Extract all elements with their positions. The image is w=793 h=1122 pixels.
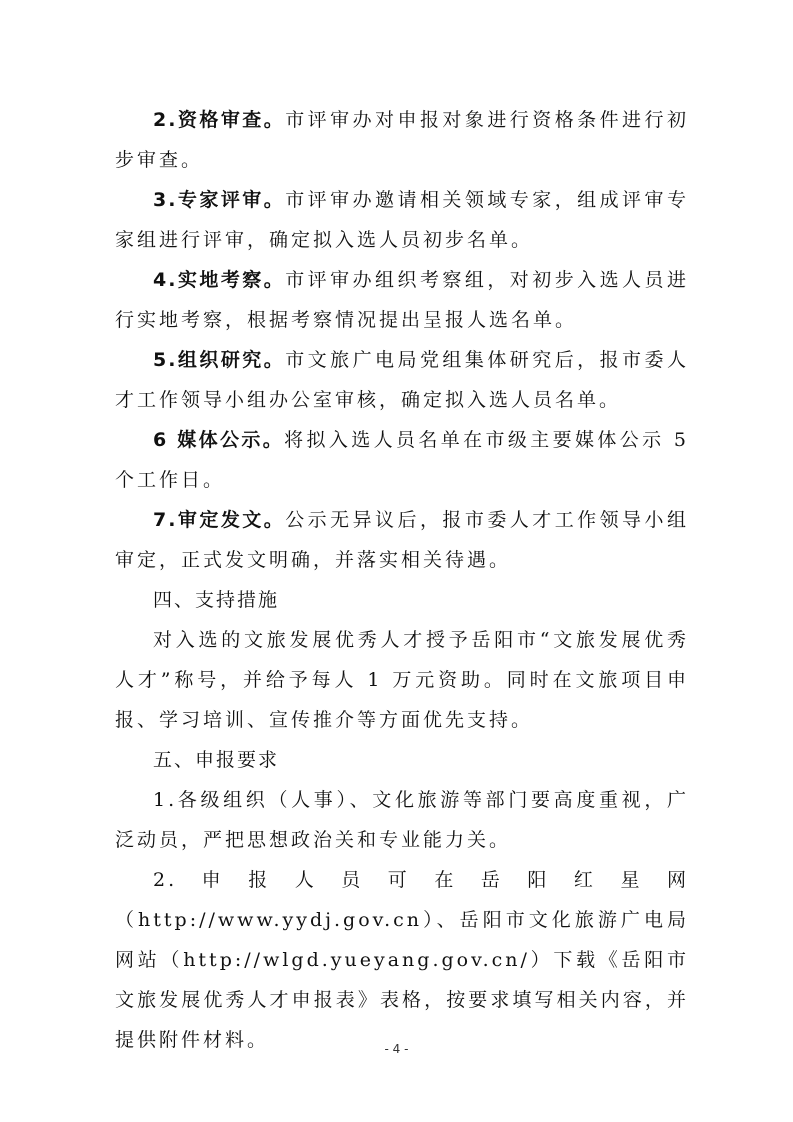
step-text: 市评审办对申报对象进行资格条件进行初步审查。 [115,109,689,171]
step-number: 3. [153,189,178,211]
step-title: 专家评审。 [177,189,286,211]
section-heading-support: 四、支持措施 [153,589,280,611]
step-text: 市评审办组织考察组，对初步入选人员进行实地考察，根据考察情况提出呈报人选名单。 [115,269,689,331]
procedure-step-3 [115,180,689,260]
step-number: 4. [153,269,178,291]
document-body [115,100,689,1060]
step-text: 市评审办邀请相关领域专家，组成评审专家组进行评审，确定拟入选人员初步名单。 [115,189,689,251]
step-title: 审定发文。 [177,509,286,531]
step-text: 公示无异议后，报市委人才工作领导小组审定，正式发文明确，并落实相关待遇。 [115,509,689,571]
step-number: 2. [153,109,178,131]
step-number: 7. [153,509,178,531]
procedure-step-4 [115,260,689,340]
procedure-step-7 [115,500,689,580]
page-number: - 4 - [384,1042,409,1056]
procedure-step-5 [115,340,689,420]
step-title: 媒体公示。 [177,429,285,451]
step-number: 5. [153,349,178,371]
procedure-step-6 [115,420,689,500]
step-number: 6 [153,429,178,451]
step-text: 市文旅广电局党组集体研究后，报市委人才工作领导小组办公室审核，确定拟入选人员名单。 [115,349,689,411]
support-paragraph: 对入选的文旅发展优秀人才授予岳阳市“文旅发展优秀人才”称号，并给予每人 1 万元资助。同时在文旅项目申报、学习培训、宣传推介等方面优先支持。 [115,629,689,731]
step-title: 组织研究。 [177,349,286,371]
step-title: 实地考察。 [177,269,286,291]
requirement-item-1: 1.各级组织（人事）、文化旅游等部门要高度重视，广泛动员，严把思想政治关和专业能力关。 [115,789,689,851]
section-heading-requirements: 五、申报要求 [153,749,280,771]
step-title: 资格审查。 [177,109,286,131]
procedure-step-2 [115,100,689,180]
requirement-item-2: 2.申报人员可在岳阳红星网（http://www.yydj.gov.cn）、岳阳市文化旅游广电局网站（http://wlgd.yueyang.gov.cn/）下载《岳阳市文旅发展优秀人才申报表》表格，按要求填写相关内容，并提供附件材料。 [115,869,689,1051]
step-text: 将拟入选人员名单在市级主要媒体公示 5 个工作日。 [115,429,689,491]
